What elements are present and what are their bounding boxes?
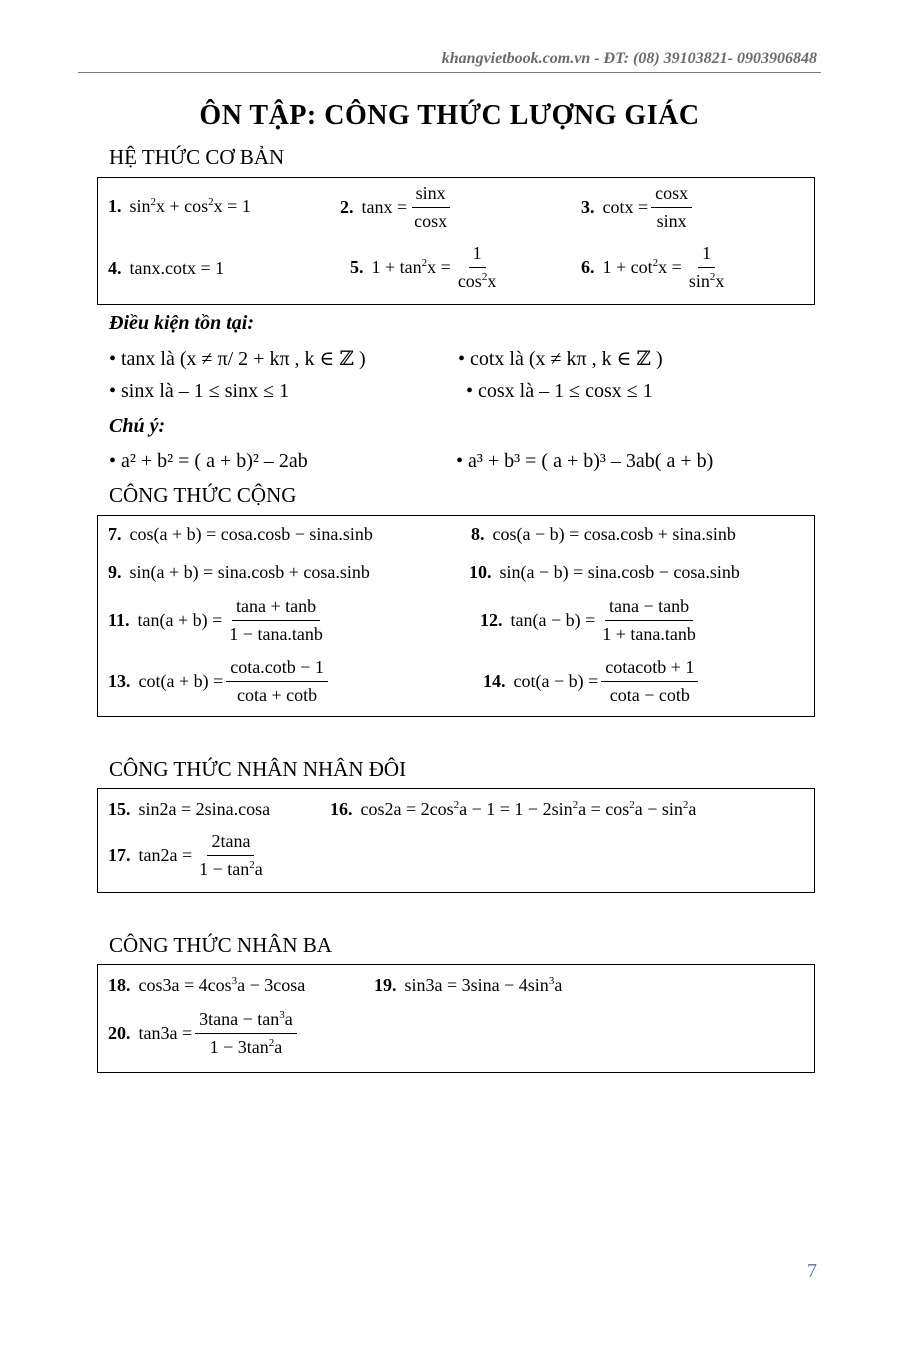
numerator: cota.cotb − 1 [226,657,328,682]
numerator: cosx [651,183,692,208]
numerator: tana + tanb [232,596,320,621]
denominator: 1 + tana.tanb [602,624,696,644]
formula-body: tanx.cotx = 1 [129,258,225,278]
formula-lhs: tan(a − b) = [510,610,596,630]
formula-lhs: tan3a = [138,1023,193,1043]
formula [480,596,703,645]
formula [108,657,331,706]
numerator: 2tana [207,831,254,856]
formula-number: 7. [108,524,122,544]
numerator: 1 [469,243,486,268]
formula-lhs: $1 + \cot^2x$ = [602,257,682,277]
denominator: cota + cotb [237,685,318,705]
formula-body: $\sin 3a = 3\sin a - 4\sin^3a$ [404,975,563,995]
fraction [685,243,729,292]
fraction [195,1009,297,1058]
denominator: 1 − tana.tanb [229,624,323,644]
formula [108,975,305,996]
formula-body: cos(a + b) = cosa.cosb − sina.sinb [129,524,373,544]
denominator: $1 - \tan^2a$ [199,859,263,879]
section-heading-basic: HỆ THỨC CƠ BẢN [109,145,285,169]
section-heading-double: CÔNG THỨC NHÂN NHÂN ĐÔI [109,757,407,781]
formula [471,524,736,545]
formula-body: sin(a − b) = sina.cosb − cosa.sinb [499,562,740,582]
numerator: cotacotb + 1 [601,657,698,682]
formula-number: 2. [340,197,354,217]
formula-number: 10. [469,562,492,582]
numerator: $3\tan a - \tan^3a$ [195,1009,297,1034]
formula-number: 19. [374,975,397,995]
formula [108,799,270,820]
formula-lhs: tanx = [361,197,408,217]
formula-number: 14. [483,671,506,691]
page-title: ÔN TẬP: CÔNG THỨC LƯỢNG GIÁC [199,100,700,131]
fraction [225,596,327,645]
formula [108,596,330,645]
formula-lhs: tan(a + b) = [137,610,223,630]
denominator: $1 - 3\tan^2a$ [209,1037,283,1057]
formula-number: 20. [108,1023,131,1043]
fraction [195,831,267,880]
formula [108,196,251,217]
formula [483,657,701,706]
formula-body: $\sin^2x + \cos^2x = 1$ [129,196,251,216]
formula [350,243,503,292]
numerator: 1 [698,243,715,268]
formula-body: sin2a = 2sina.cosa [138,799,271,819]
formula-box-double [97,788,815,893]
denominator: $\sin^2x$ [688,271,725,291]
formula [374,975,562,996]
fraction [601,657,698,706]
header-contact: khangvietbook.com.vn - ĐT: (08) 39103821- 0903906848 [441,50,817,67]
formula-number: 18. [108,975,131,995]
page-number: 7 [807,1260,817,1282]
note-item: • a² + b² = ( a + b)² – 2ab [109,450,308,472]
formula [108,524,373,545]
formula-body: sin(a + b) = sina.cosb + cosa.sinb [129,562,370,582]
formula-number: 15. [108,799,131,819]
formula-number: 1. [108,196,122,216]
formula-number: 5. [350,257,364,277]
note-item: • a³ + b³ = ( a + b)³ – 3ab( a + b) [456,450,714,472]
denominator: $\cos^2x$ [457,271,497,291]
formula-number: 11. [108,610,130,630]
formula [108,1009,300,1058]
header-divider [78,72,821,73]
fraction [651,183,692,232]
section-heading-triple: CÔNG THỨC NHÂN BA [109,933,333,957]
formula-body: cos(a − b) = cosa.cosb + sina.sinb [492,524,736,544]
condition-item: • cotx là (x ≠ kπ , k ∈ ℤ ) [458,348,663,370]
formula [581,243,731,292]
formula-number: 13. [108,671,131,691]
conditions-heading: Điều kiện tồn tại: [109,312,255,334]
fraction [410,183,451,232]
formula-lhs: cot(a − b) = [513,671,599,691]
numerator: sinx [412,183,450,208]
formula-lhs: cot(a + b) = [138,671,224,691]
formula-number: 3. [581,197,595,217]
formula-box-addition [97,515,815,717]
denominator: cota − cotb [609,685,690,705]
formula-box-triple [97,964,815,1073]
formula-number: 4. [108,258,122,278]
section-heading-addition: CÔNG THỨC CỘNG [109,483,297,507]
note-heading: Chú ý: [109,415,166,437]
numerator: tana − tanb [605,596,693,621]
formula [469,562,740,583]
formula-number: 17. [108,845,131,865]
condition-item: • sinx là – 1 ≤ sinx ≤ 1 [109,380,290,402]
formula [340,183,454,232]
condition-item: • cosx là – 1 ≤ cosx ≤ 1 [466,380,653,402]
formula-box-basic [97,177,815,305]
fraction [598,596,700,645]
formula-lhs: tan2a = [138,845,193,865]
formula [581,183,695,232]
denominator: sinx [656,211,687,231]
formula [108,258,224,279]
formula-number: 9. [108,562,122,582]
formula-number: 12. [480,610,503,630]
formula-body: $\cos 2a = 2\cos^2a - 1 = 1 - 2\sin^2a = \cos^2a - \sin^2a$ [360,799,697,819]
formula [108,831,270,880]
formula-number: 6. [581,257,595,277]
formula-number: 16. [330,799,353,819]
fraction [454,243,501,292]
formula [330,799,696,820]
formula [108,562,370,583]
formula-lhs: $1 + \tan^2x$ = [371,257,451,277]
formula-number: 8. [471,524,485,544]
denominator: cosx [414,211,448,231]
formula-body: $\cos 3a = 4\cos^3a - 3\cos a$ [138,975,306,995]
fraction [226,657,328,706]
condition-item: • tanx là (x ≠ π/ 2 + kπ , k ∈ ℤ ) [109,348,366,370]
formula-lhs: cotx = [602,197,649,217]
